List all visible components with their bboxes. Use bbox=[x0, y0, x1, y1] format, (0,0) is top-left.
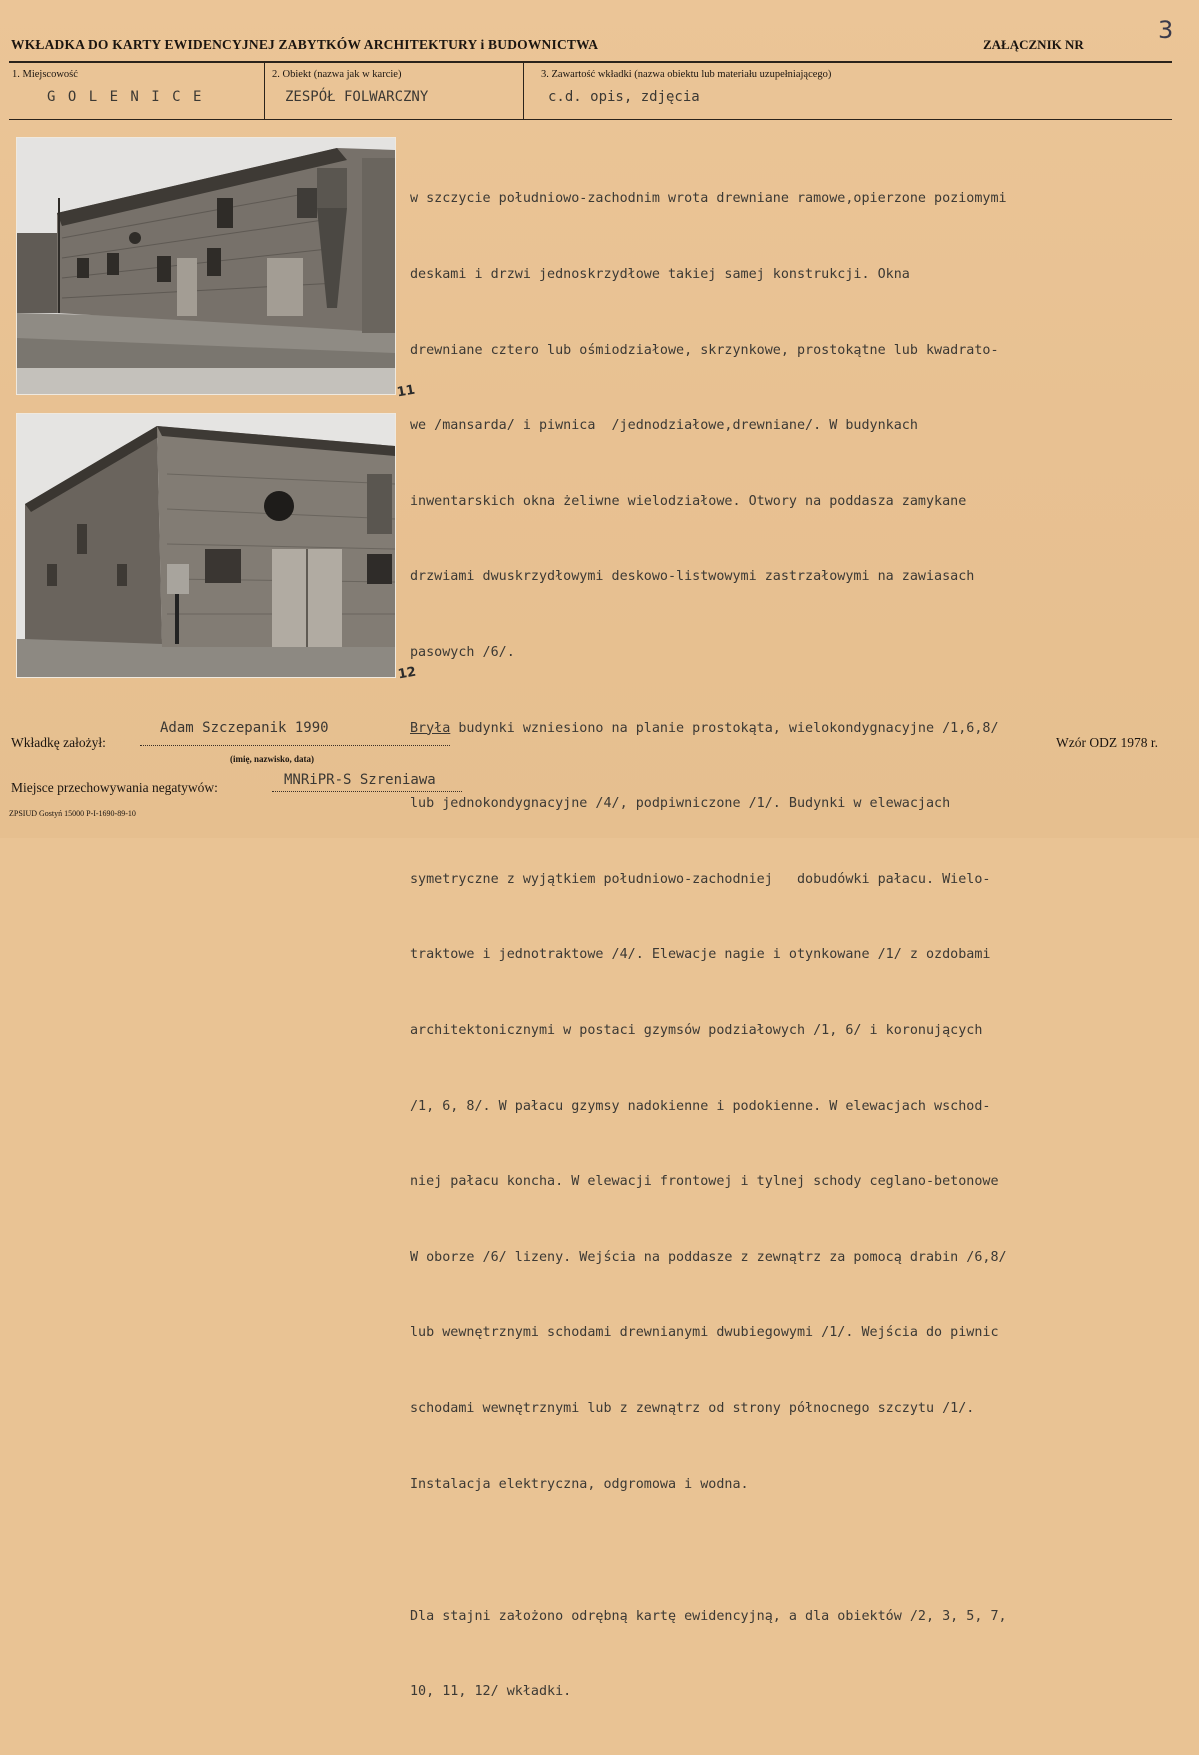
content-value: c.d. opis, zdjęcia bbox=[548, 89, 700, 105]
desc-line: inwentarskich okna żeliwne wielodziałowe. Otwory na poddasza zamykane bbox=[410, 493, 967, 509]
desc-line: /1, 6, 8/. W pałacu gzymsy nadokienne i podokienne. W elewacjach wschod- bbox=[410, 1098, 991, 1114]
model-label: Wzór ODZ 1978 r. bbox=[1056, 735, 1158, 750]
printer-info: ZPSIUD Gostyń 15000 P-I-1690-89-10 bbox=[9, 809, 136, 818]
desc-line: niej pałacu koncha. W elewacji frontowej i tylnej schody ceglano-betonowe bbox=[410, 1174, 999, 1190]
fields-divider-2 bbox=[523, 63, 524, 119]
fields-rule bbox=[9, 119, 1172, 120]
desc-line: 10, 11, 12/ wkładki. bbox=[410, 1684, 572, 1700]
desc-line: lub jednokondygnacyjne /4/, podpiwniczone /1/. Budynki w elewacjach bbox=[410, 796, 951, 812]
negatives-value: MNRiPR-S Szreniawa bbox=[284, 772, 436, 788]
desc-line: drewniane cztero lub ośmiodziałowe, skrzynkowe, prostokątne lub kwadrato- bbox=[410, 342, 999, 358]
desc-line: we /mansarda/ i piwnica /jednodziałowe,drewniane/. W budynkach bbox=[410, 418, 918, 434]
author-label: Wkładkę założył: bbox=[11, 735, 106, 750]
desc-line: drzwiami dwuskrzydłowymi deskowo-listwowymi zastrzałowymi na zawiasach bbox=[410, 569, 975, 585]
object-label: 2. Obiekt (nazwa jak w karcie) bbox=[272, 69, 402, 80]
desc-line: schodami wewnętrznymi lub z zewnątrz od strony północnego szczytu /1/. bbox=[410, 1400, 975, 1416]
desc-line: deskami i drzwi jednoskrzydłowe takiej samej konstrukcji. Okna bbox=[410, 267, 910, 282]
desc-line: traktowe i jednotraktowe /4/. Elewacje nagie i otynkowane /1/ z ozdobami bbox=[410, 947, 991, 963]
bryla-heading: Bryła bbox=[410, 720, 451, 736]
desc-line: Dla stajni założono odrębną kartę ewidencyjną, a dla obiektów /2, 3, 5, 7, bbox=[410, 1608, 1007, 1624]
photo1-number: 11 bbox=[395, 382, 417, 401]
photo2-number: 12 bbox=[396, 664, 418, 683]
locality-value: G O L E N I C E bbox=[47, 89, 204, 105]
desc-line: W oborze /6/ lizeny. Wejścia na poddasze z zewnątrz za pomocą drabin /6,8/ bbox=[410, 1249, 1007, 1265]
photo-granary-exterior bbox=[16, 137, 396, 395]
attachment-number: 3 bbox=[1158, 16, 1174, 44]
desc-line: pasowych /6/. bbox=[410, 644, 515, 660]
attachment-label: ZAŁĄCZNIK NR bbox=[983, 37, 1084, 52]
author-hint: (imię, nazwisko, data) bbox=[230, 754, 314, 764]
content-label: 3. Zawartość wkładki (nazwa obiektu lub materiału uzupełniającego) bbox=[541, 69, 832, 80]
negatives-dotted-line bbox=[272, 791, 462, 792]
desc-line: Instalacja elektryczna, odgromowa i wodna. bbox=[410, 1476, 749, 1492]
desc-line: symetryczne z wyjątkiem południowo-zachodniej dobudówki pałacu. Wielo- bbox=[410, 871, 991, 887]
header-rule bbox=[9, 61, 1172, 63]
author-value: Adam Szczepanik 1990 bbox=[160, 720, 329, 736]
author-dotted-line bbox=[140, 745, 450, 746]
description-text bbox=[410, 136, 1190, 1755]
locality-label: 1. Miejscowość bbox=[12, 69, 78, 80]
desc-line: architektonicznymi w postaci gzymsów podziałowych /1, 6/ i koronujących bbox=[410, 1022, 983, 1038]
desc-line: w szczycie południowo-zachodnim wrota drewniane ramowe,opierzone poziomymi bbox=[410, 191, 1007, 207]
card-title: WKŁADKA DO KARTY EWIDENCYJNEJ ZABYTKÓW ARCHITEKTURY i BUDOWNICTWA bbox=[11, 37, 599, 52]
photo-brick-building bbox=[16, 413, 396, 678]
desc-line-rest: budynki wzniesiono na planie prostokąta, wielokondygnacyjne /1,6,8/ bbox=[450, 720, 999, 736]
fields-divider-1 bbox=[264, 63, 265, 119]
object-value: ZESPÓŁ FOLWARCZNY bbox=[285, 89, 429, 105]
paragraph-gap bbox=[410, 1547, 1190, 1553]
negatives-label: Miejsce przechowywania negatywów: bbox=[11, 780, 218, 795]
desc-line: lub wewnętrznymi schodami drewnianymi dwubiegowymi /1/. Wejścia do piwnic bbox=[410, 1325, 999, 1341]
